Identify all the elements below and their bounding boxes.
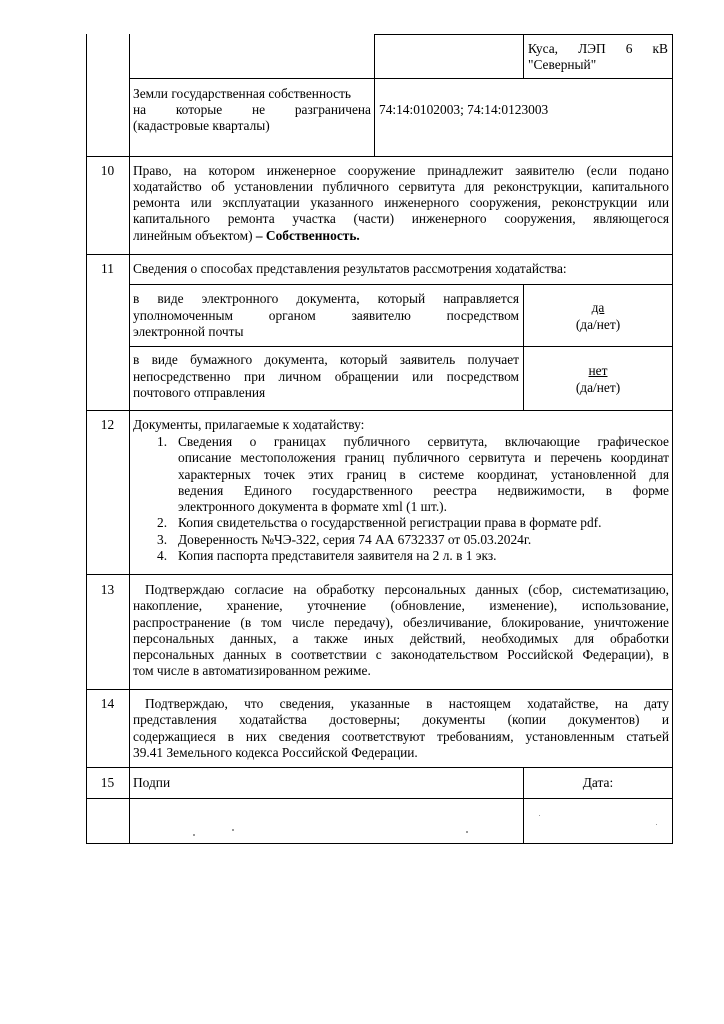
date-speck [539,815,540,816]
table-border-bottom [86,843,672,844]
row-12-heading: Документы, прилагаемые к ходатайству: [133,417,365,432]
row-13-number: 13 [100,582,115,597]
option-electronic-value: да [591,300,605,315]
option-electronic-hint: (да/нет) [575,317,621,332]
attachment-item-line: характерных точек этих границ в системе координат, установленной для [178,466,669,482]
consent-paragraph [133,582,669,680]
confirmation-line: Подтверждаю, что сведения, указанные в настоящем ходатайстве, на дату [145,696,669,711]
signature-speck [232,829,234,831]
option-electronic-line-3: электронной почты [133,324,244,339]
option-electronic-line-2: уполномоченным органом заявителю посредством [133,308,519,323]
row-10-line-2: ходатайство об установлении публичного сервитута для реконструкции, капитального [133,179,669,194]
table-border-land-right-col [523,34,524,78]
attachment-item-line: электронного документа в формате xml (1 шт.). [178,499,447,515]
option-paper-line-3: почтового отправления [133,385,266,400]
attachment-item-line: описание местоположения границ публичного сервитута и перечень координат [178,450,669,466]
cadastral-quarters-value: 74:14:0102003; 74:14:0123003 [379,102,549,117]
attachment-item-line: Доверенность №ЧЭ-322, серия 74 АА 6732337 от 05.03.2024г. [178,531,532,547]
row-10-number: 10 [100,163,115,178]
table-border-land-col [374,34,375,156]
option-paper-value: нет [588,363,608,378]
date-speck [656,824,657,825]
consent-line: персональных данных в соответствии с законодательством Российской Федерации), в [133,647,669,663]
option-paper-hint: (да/нет) [575,380,621,395]
row-11-option-split [129,346,672,347]
row-10-line-1: Право, на котором инженерное сооружение принадлежит заявителю (если подано [133,163,669,178]
land-category-label-3: (кадастровые кварталы) [133,118,270,133]
date-label: Дата: [582,775,614,790]
attachment-item [133,532,669,548]
attachment-item-line: Сведения о границах публичного сервитута, включающие графическое [178,434,669,449]
row-13-top [86,574,672,575]
attachment-item [133,515,669,531]
row-15-top [86,767,672,768]
confirmation-line: представления ходатайства достоверны; документы (копии документов) и [133,712,669,728]
attachment-item [133,548,669,564]
land-location-text-2: "Северный" [528,57,597,72]
table-border-land-split [129,78,672,79]
land-location-text: Куса, ЛЭП 6 кВ [528,41,668,56]
option-paper-line-2: непосредственно при личном обращении или посредством [133,369,519,384]
row-12-number: 12 [100,417,115,432]
row-11-heading-split [129,284,672,285]
row-14-top [86,689,672,690]
consent-line: распространение (в том числе передачу), обезличивание, блокирование, уничтожение [133,614,669,630]
signature-label: Подпи [133,775,171,790]
row-11-heading: Сведения о способах представления результатов рассмотрения ходатайства: [133,261,567,276]
attachment-item-number: 4. [157,548,168,564]
option-electronic-line-1: в виде электронного документа, который направляется [133,291,519,306]
confirmation-line: содержащиеся в них сведения соответствуют требованиям, установленным статьей [133,728,669,744]
row-10-line-4: капитального ремонта участка (части) инженерного сооружения, являющегося [133,211,669,226]
attachment-item-line: Копия паспорта представителя заявителя на 2 л. в 1 экз. [178,548,497,564]
option-paper-line-1: в виде бумажного документа, который заявитель получает [133,352,519,367]
consent-line: Подтверждаю согласие на обработку персональных данных (сбор, систематизацию, [145,582,669,597]
consent-line: том числе в автоматизированном режиме. [133,663,371,679]
attachment-item-line: Копия свидетельства о государственной регистрации права в формате pdf. [178,515,602,531]
consent-line: персональных данных, а также иных действий, необходимых для обработки [133,630,669,646]
signature-speck [193,834,195,836]
row-10-top [86,156,672,157]
land-category-label-1: Земли государственная собственность [133,86,352,101]
attachment-item-number: 2. [157,515,168,531]
redacted-area [176,769,522,797]
row-12-top [86,410,672,411]
land-category-label-2: на которые не разграничена [133,102,371,117]
attachment-item-number: 3. [157,531,168,547]
attachment-item-number: 1. [157,434,168,449]
row-11-number: 11 [101,261,114,276]
row-15-split [86,798,672,799]
signature-speck [466,831,468,833]
confirmation-line: 39.41 Земельного кодекса Российской Федерации. [133,744,418,760]
confirmation-paragraph [133,696,669,761]
table-border-top-inner [374,34,672,35]
row-11-top [86,254,672,255]
consent-line: накопление, хранение, уточнение (обновление, изменение), использование, [133,598,669,614]
row-10-line-5-text: линейным объектом) [133,228,256,243]
row-15-number: 15 [100,775,115,790]
row-10-line-5 [133,228,669,244]
table-border-right [672,34,673,844]
ownership-right-value: – Собственность. [255,228,360,243]
row-14-number: 14 [100,696,115,711]
attachments-list [133,434,669,564]
row-10-line-3: ремонта или эксплуатации указанного инженерного сооружения, реконструкции или [133,195,669,210]
attachment-item-line: ведения Единого государственного реестра недвижимости, в форме [178,482,669,498]
attachment-item [133,434,669,515]
